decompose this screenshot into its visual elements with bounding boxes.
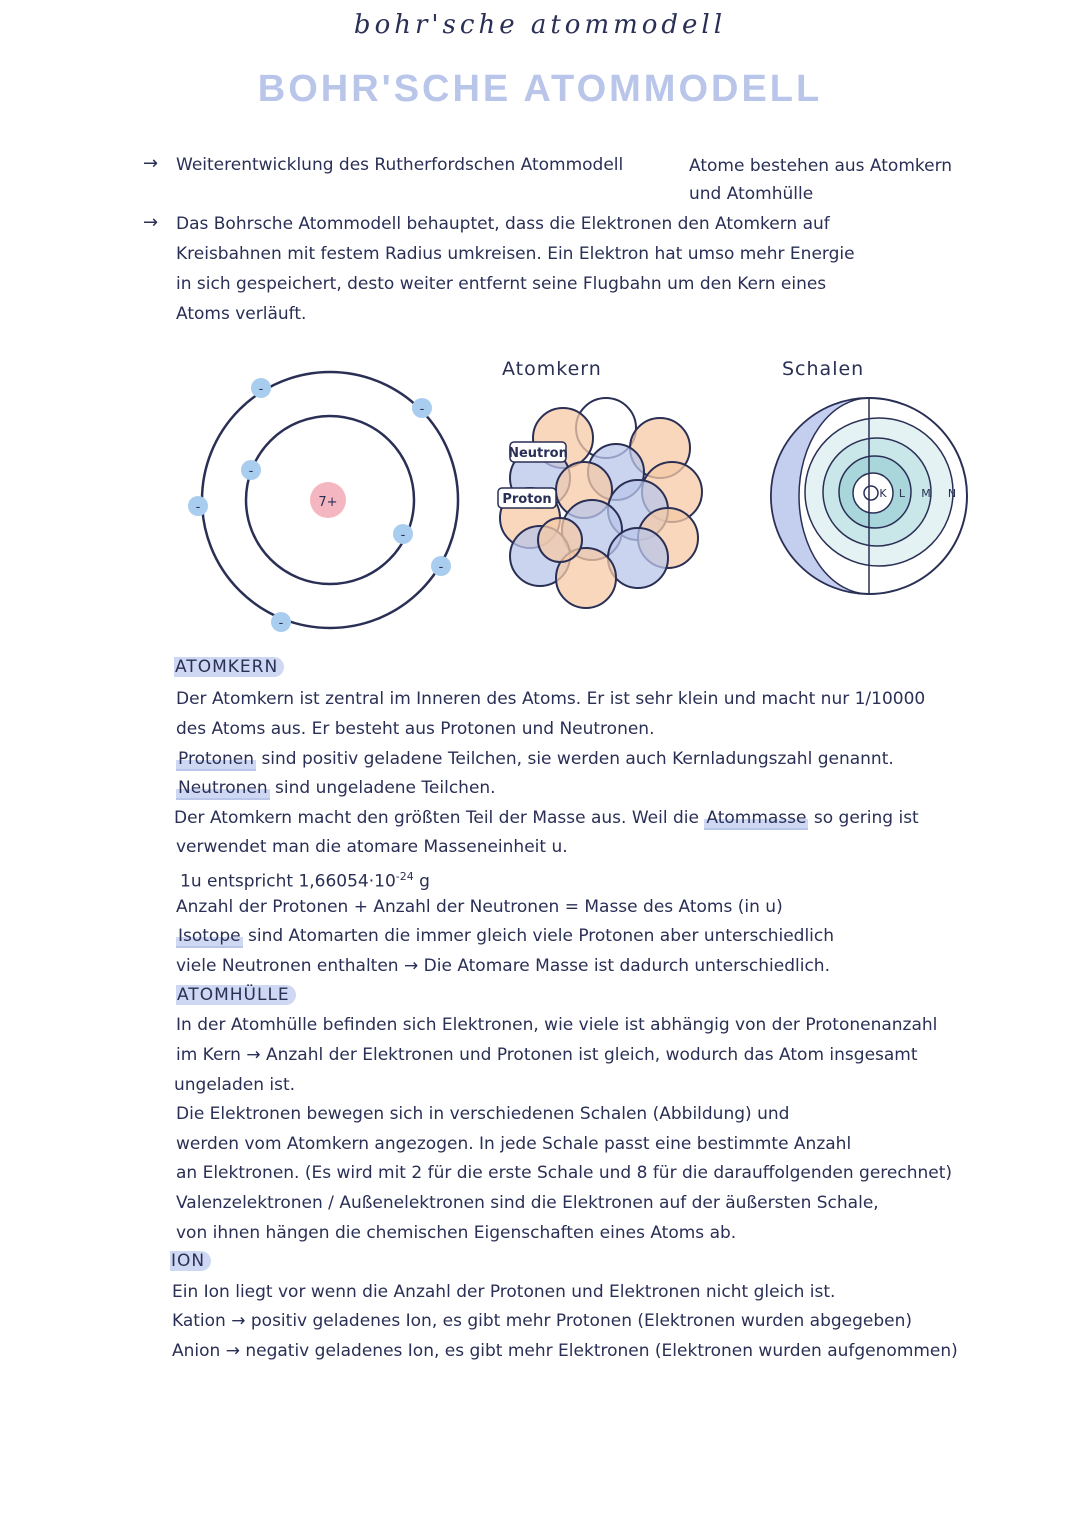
atomkern-line: Der Atomkern ist zentral im Inneren des Atoms. Er ist sehr klein und macht nur 1/10000 <box>176 689 926 709</box>
ion-line: Anion → negativ geladenes Ion, es gibt mehr Elektronen (Elektronen wurden aufgenommen) <box>172 1341 958 1361</box>
atomkern-line: Anzahl der Protonen + Anzahl der Neutronen = Masse des Atoms (in u) <box>176 897 783 917</box>
atomkern-line: Isotope sind Atomarten die immer gleich viele Protonen aber unterschiedlich <box>178 926 835 946</box>
svg-text:-: - <box>400 528 406 543</box>
proton-label: Proton <box>502 492 552 507</box>
shell-label-l: L <box>898 487 906 500</box>
atomhuelle-line: Valenzelektronen / Außenelektronen sind die Elektronen auf der äußersten Schale, <box>176 1193 879 1213</box>
svg-text:-: - <box>419 402 425 417</box>
neutron-label: Neutron <box>508 446 568 461</box>
atomhuelle-line: Die Elektronen bewegen sich in verschiedenen Schalen (Abbildung) und <box>176 1104 790 1124</box>
atomhuelle-heading: ATOMHÜLLE <box>176 985 296 1005</box>
atomhuelle-line: werden vom Atomkern angezogen. In jede Schale passt eine bestimmte Anzahl <box>176 1134 852 1154</box>
intro-point2-line: Atoms verläuft. <box>176 304 307 324</box>
atomhuelle-line: In der Atomhülle befinden sich Elektronen, wie viele ist abhängig von der Protonenanzahl <box>176 1015 938 1035</box>
shell-label-n: N <box>947 487 957 500</box>
atomkern-line: Der Atomkern macht den größten Teil der Masse aus. Weil die Atommasse so gering ist <box>174 808 919 828</box>
page-title <box>0 68 1080 111</box>
intro-point1-right-1: Atome bestehen aus Atomkern <box>689 156 953 176</box>
shell-label-m: M <box>921 487 931 500</box>
atomkern-line: Protonen sind positiv geladene Teilchen, sie werden auch Kernladungszahl genannt. <box>178 749 894 769</box>
ion-line: Ein Ion liegt vor wenn die Anzahl der Protonen und Elektronen nicht gleich ist. <box>172 1282 836 1302</box>
ion-heading: ION <box>170 1251 211 1271</box>
svg-text:-: - <box>195 500 201 515</box>
bullet-arrow-2: → <box>143 212 159 233</box>
nucleus-charge: 7+ <box>318 495 338 510</box>
shells-figure-label: Schalen <box>782 358 865 380</box>
atomkern-line: viele Neutronen enthalten → Die Atomare Masse ist dadurch unterschiedlich. <box>176 956 830 976</box>
svg-text:-: - <box>278 616 284 631</box>
nucleus-diagram <box>488 390 718 620</box>
atomhuelle-line: von ihnen hängen die chemischen Eigenschaften eines Atoms ab. <box>176 1223 737 1243</box>
title-main: BOHR'SCHE ATOMMODELL <box>257 68 823 110</box>
atomhuelle-line: ungeladen ist. <box>174 1075 296 1095</box>
atomkern-line: verwendet man die atomare Masseneinheit u. <box>176 837 568 857</box>
intro-point1-right-2: und Atomhülle <box>689 184 814 204</box>
intro-point1: Weiterentwicklung des Rutherfordschen Atommodell <box>176 155 624 175</box>
ion-line: Kation → positiv geladenes Ion, es gibt mehr Protonen (Elektronen wurden abgegeben) <box>172 1311 913 1331</box>
atomhuelle-line: an Elektronen. (Es wird mit 2 für die erste Schale und 8 für die darauffolgenden gerechnet) <box>176 1163 953 1183</box>
svg-text:-: - <box>258 382 264 397</box>
atomkern-line: Neutronen sind ungeladene Teilchen. <box>178 778 496 798</box>
shell-label-k: K <box>879 487 887 500</box>
intro-point2-line: in sich gespeichert, desto weiter entfernt seine Flugbahn um den Kern eines <box>176 274 827 294</box>
shells-diagram <box>765 392 975 602</box>
svg-text:-: - <box>438 560 444 575</box>
atomkern-line: des Atoms aus. Er besteht aus Protonen und Neutronen. <box>176 719 655 739</box>
atomhuelle-line: im Kern → Anzahl der Elektronen und Protonen ist gleich, wodurch das Atom insgesamt <box>176 1045 918 1065</box>
intro-point2-line: Das Bohrsche Atommodell behauptet, dass die Elektronen den Atomkern auf <box>176 214 830 234</box>
intro-point2-line: Kreisbahnen mit festem Radius umkreisen. Ein Elektron hat umso mehr Energie <box>176 244 855 264</box>
bullet-arrow-1: → <box>143 153 159 174</box>
bohr-atom-diagram <box>185 360 475 650</box>
atomkern-heading: ATOMKERN <box>174 657 284 677</box>
atomkern-unit-line: 1u entspricht $1,66054\cdot 10^{-24}$ g <box>180 870 430 892</box>
svg-text:-: - <box>248 464 254 479</box>
title-script: bohr'sche atommodell <box>353 10 727 40</box>
nucleus-figure-label: Atomkern <box>502 358 602 380</box>
